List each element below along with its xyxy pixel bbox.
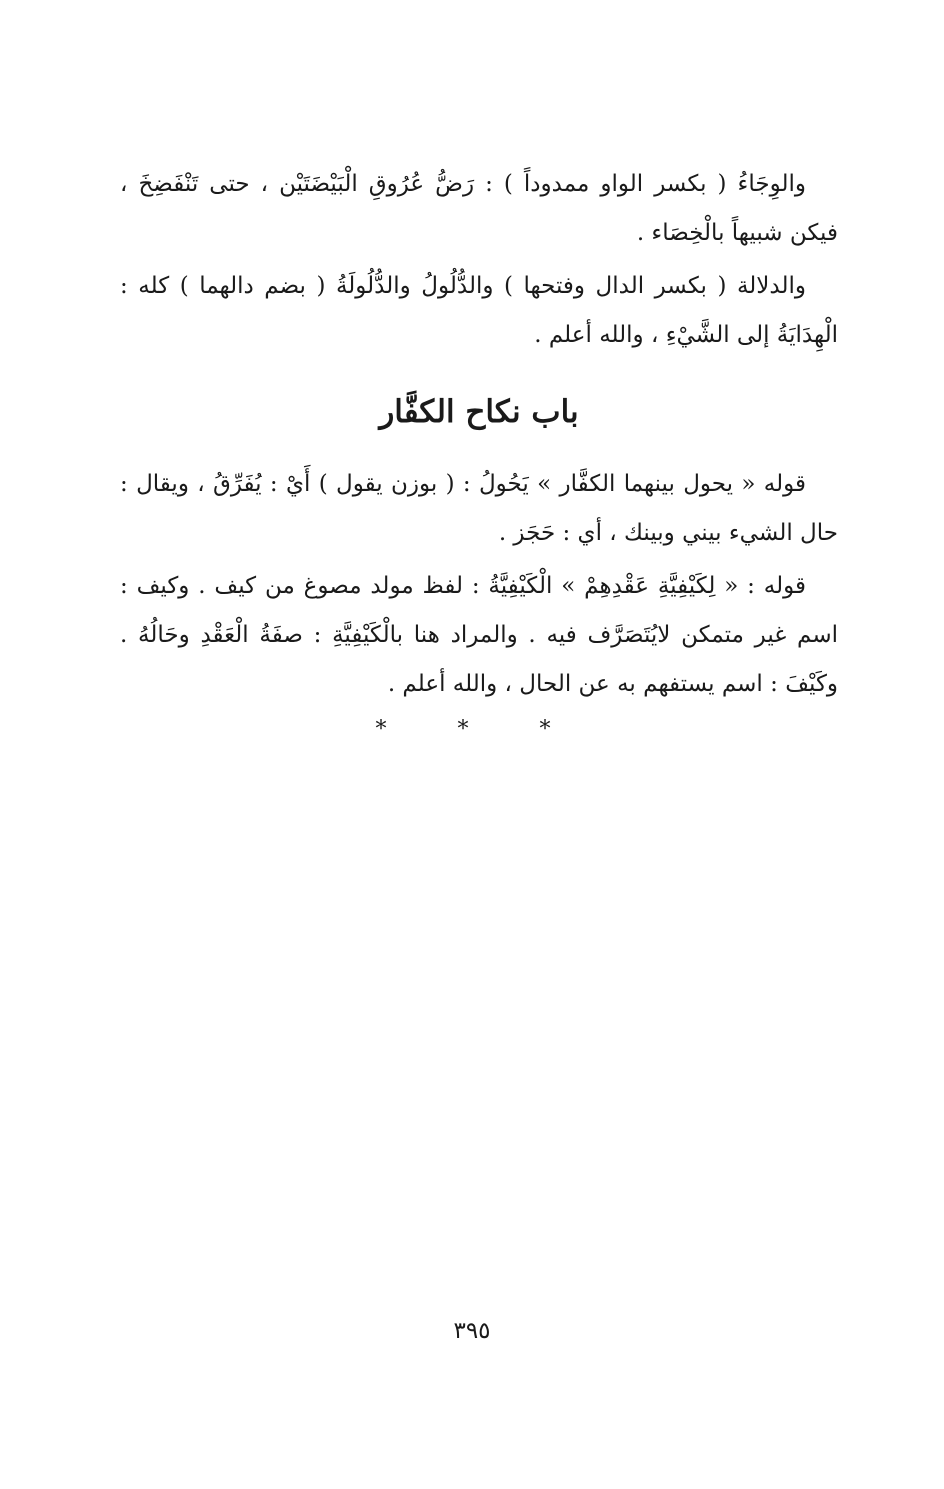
paragraph-kayfiyya: قوله : « لِكَيْفِيَّةِ عَقْدِهِمْ » الْكَيْفِيَّةُ : لفظ مولد مصوغ من كيف . وكيف : اسم غير متمكن لايُتَصَرَّف فيه . والمراد هنا بالْكَيْفِيَّةِ : صفَةُ الْعَقْدِ وحَالُهُ . وكَيْفَ : اسم يستفهم به عن الحال ، والله أعلم . [120,573,838,697]
page-number: ٣٩٥ [453,1318,491,1344]
section-definitions [120,160,838,360]
paragraph-dalala: والدلالة ( بكسر الدال وفتحها ) والدُّلُولُ والدُّلُولَةُ ( بضم دالهما ) كله : الْهِدَايَةُ إلى الشَّيْءِ ، والله أعلم . [120,273,838,348]
chapter-heading: باب نكاح الكفَّار [379,394,579,430]
section-separator: * * * [375,717,583,742]
paragraph-wijaa: والوِجَاءُ ( بكسر الواو ممدوداً ) : رَضُّ عُرُوقِ الْبَيْضَتَيْن ، حتى تَنْفَضِخَ ، فيكن شبيهاً بالْخِصَاء . [120,171,838,246]
section-chapter-body [120,460,838,709]
paragraph-yahul: قوله « يحول بينهما الكفَّار » يَحُولُ : ( بوزن يقول ) أَيْ : يُفَرِّقُ ، ويقال : حال الشيء بيني وبينك ، أي : حَجَز . [120,471,838,546]
